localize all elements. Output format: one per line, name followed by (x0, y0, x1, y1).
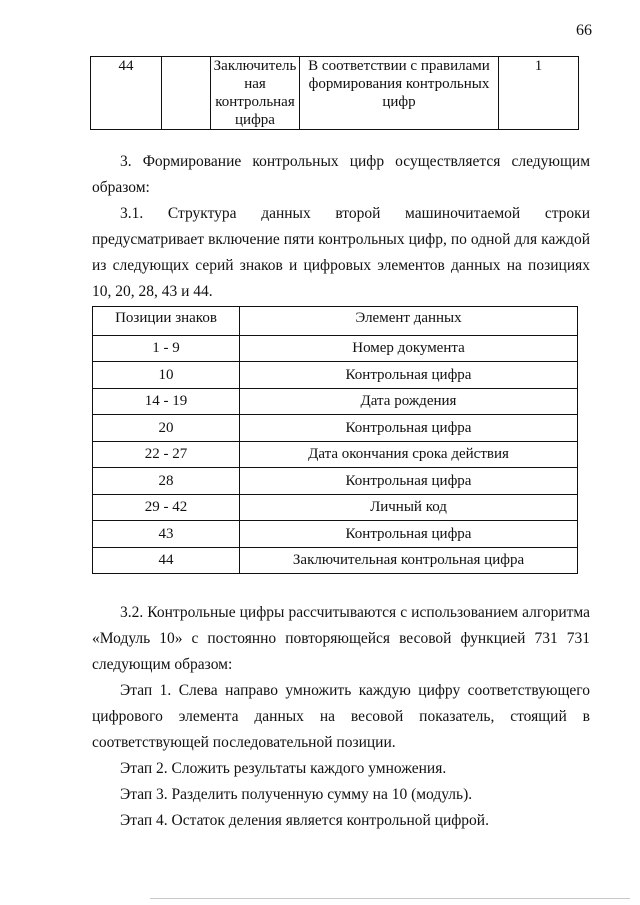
header-element: Элемент данных (240, 307, 578, 336)
scan-edge-line (150, 898, 630, 899)
step-3 (92, 782, 590, 808)
element-cell: Контрольная цифра (240, 415, 578, 442)
element-cell: Контрольная цифра (240, 521, 578, 548)
description-line: формирования контрольных (308, 76, 490, 92)
element-number-cell: 44 (91, 57, 162, 130)
element-description-cell (300, 57, 499, 130)
table-row (93, 335, 578, 362)
table-row (93, 494, 578, 521)
table-row (93, 441, 578, 468)
position-cell: 20 (93, 415, 240, 442)
table-row (91, 57, 579, 130)
table-header-row (93, 307, 578, 336)
position-cell: 43 (93, 521, 240, 548)
element-cell: Номер документа (240, 335, 578, 362)
position-cell: 29 - 42 (93, 494, 240, 521)
positions-table (92, 306, 578, 574)
paragraph-text: Этап 1. Слева направо умножить каждую цифру соответствующего цифрового элемента данных на весовой показатель, стоящий в соответствующей последовательной позиции. (92, 682, 590, 751)
position-cell: 28 (93, 468, 240, 495)
element-cell: Контрольная цифра (240, 362, 578, 389)
paragraph-3 (92, 149, 590, 201)
name-line: цифра (235, 112, 275, 128)
name-line: контрольная (215, 94, 295, 110)
paragraph-text: Этап 3. Разделить полученную сумму на 10 (модуль). (120, 786, 473, 803)
position-cell: 10 (93, 362, 240, 389)
empty-cell (162, 57, 211, 130)
page-number: 66 (576, 22, 592, 39)
element-cell: Дата окончания срока действия (240, 441, 578, 468)
position-cell: 22 - 27 (93, 441, 240, 468)
position-cell: 44 (93, 547, 240, 574)
position-cell: 1 - 9 (93, 335, 240, 362)
position-cell: 14 - 19 (93, 388, 240, 415)
table-row (93, 547, 578, 574)
paragraph-text: 3.1. Структура данных второй машиночитаемой строки предусматривает включение пяти контрольных цифр, по одной для каждой из следующих серий знаков и цифровых элементов данных на позициях 10, 20, 28, 43 и 44. (92, 205, 590, 300)
element-cell: Заключительная контрольная цифра (240, 547, 578, 574)
continuation-table (90, 56, 579, 130)
paragraph-3-1 (92, 201, 590, 305)
table-row (93, 388, 578, 415)
element-cell: Дата рождения (240, 388, 578, 415)
table-row (93, 521, 578, 548)
table-row (93, 468, 578, 495)
step-4 (92, 808, 590, 834)
table-row (93, 415, 578, 442)
description-line: В соответствии с правилами (308, 58, 490, 74)
element-name-cell (211, 57, 300, 130)
paragraph-text: 3.2. Контрольные цифры рассчитываются с использованием алгоритма «Модуль 10» с постоянно повторяющейся весовой функцией 731 731 следующим образом: (92, 604, 590, 673)
paragraph-text: Этап 2. Сложить результаты каждого умножения. (120, 760, 447, 777)
step-2 (92, 756, 590, 782)
element-cell: Контрольная цифра (240, 468, 578, 495)
name-line: Заключитель (213, 58, 297, 74)
paragraph-text: 3. Формирование контрольных цифр осуществляется следующим образом: (92, 153, 590, 196)
name-line: ная (244, 76, 266, 92)
paragraph-text: Этап 4. Остаток деления является контрольной цифрой. (120, 812, 489, 829)
step-1 (92, 678, 590, 756)
element-length-cell: 1 (499, 57, 579, 130)
description-line: цифр (382, 94, 416, 110)
table-row (93, 362, 578, 389)
element-cell: Личный код (240, 494, 578, 521)
paragraph-3-2 (92, 600, 590, 678)
header-positions: Позиции знаков (93, 307, 240, 336)
